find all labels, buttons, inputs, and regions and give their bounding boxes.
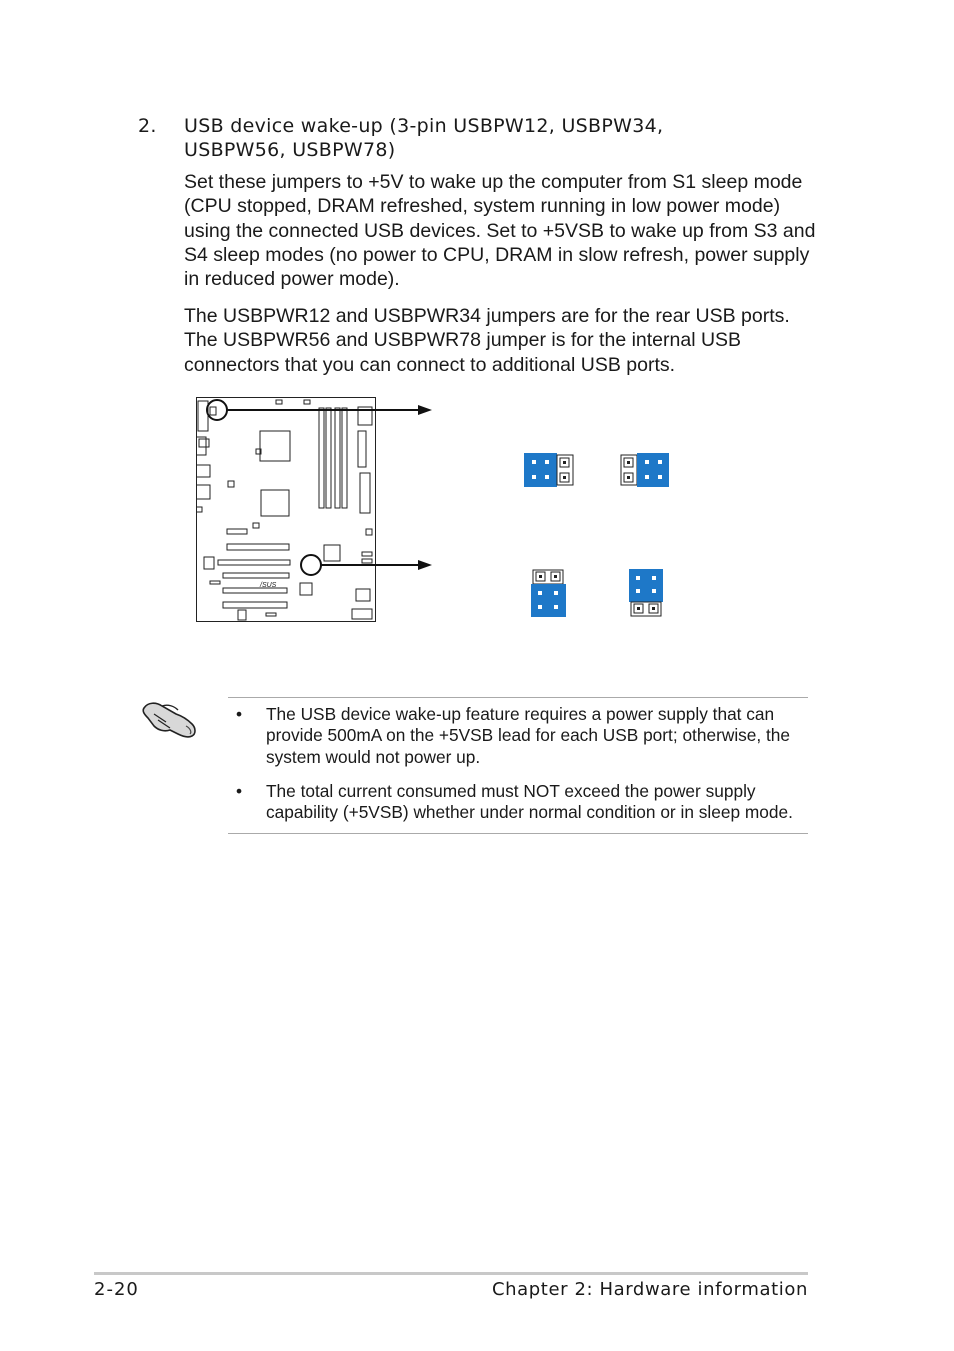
- jumper-usbpw56-setting-a: [531, 569, 567, 619]
- pcie-slot-2: [218, 560, 290, 565]
- jumper-usbpw56-setting-b: [629, 569, 665, 619]
- usage-paragraph: The USBPWR12 and USBPWR34 jumpers are for the rear USB ports. The USBPWR56 and USBPWR78 jumper is for the internal USB connectors that you can connect to additional USB ports.: [184, 305, 790, 376]
- board-logo: /SUS: [260, 582, 277, 589]
- jumper-usbpw12-setting-a: [524, 453, 574, 489]
- jumper-usbpw12-setting-b: [620, 453, 670, 489]
- cpu-socket: [260, 431, 290, 461]
- pci-slot-2: [223, 573, 289, 578]
- usbpw56-78-callout: [301, 555, 321, 575]
- chapter-title: Chapter 2: Hardware information: [491, 1279, 808, 1300]
- description-paragraph: Set these jumpers to +5V to wake up the computer from S1 sleep mode (CPU stopped, DRAM refreshed, system running in low power mode) using the connected USB devices. Set to +5VSB to wake up from S3 and S4 sleep modes (no power to CPU, DRAM in slow refresh, power supply in reduced power mode).: [184, 171, 816, 291]
- note-bottom-rule: [228, 833, 808, 834]
- note-text: The total current consumed must NOT exceed the power supply capability (+5VSB) whether under normal condition or in sleep mode.: [266, 780, 793, 823]
- bullet-icon: •: [236, 780, 243, 801]
- bullet-icon: •: [236, 704, 243, 724]
- pci-slot-4: [223, 602, 287, 608]
- footer-rule: [94, 1272, 808, 1275]
- pcie-slot-1: [227, 544, 289, 550]
- note-text: The USB device wake-up feature requires a power supply that can provide 500mA on the +5VSB lead for each USB port; otherwise, the system would not power up.: [266, 704, 791, 767]
- dimm-slot-4: [342, 408, 347, 508]
- note-top-rule: [228, 697, 808, 698]
- chipset: [261, 490, 289, 516]
- dimm-slot-3: [335, 408, 340, 508]
- dimm-slot-1: [319, 408, 324, 508]
- note-item: [232, 781, 812, 824]
- section-number: 2.: [138, 115, 157, 137]
- hand-pointing-icon: [140, 694, 200, 740]
- pci-slot-3: [223, 588, 287, 593]
- dimm-slot-2: [326, 408, 331, 508]
- note-list: [232, 704, 812, 836]
- pci-slot-1: [227, 529, 247, 534]
- note-item: [232, 704, 812, 768]
- section-title: USB device wake-up (3-pin USBPW12, USBPW34, USBPW56, USBPW78): [184, 115, 664, 161]
- motherboard-layout-diagram: [196, 397, 436, 627]
- page-number: 2-20: [94, 1279, 139, 1300]
